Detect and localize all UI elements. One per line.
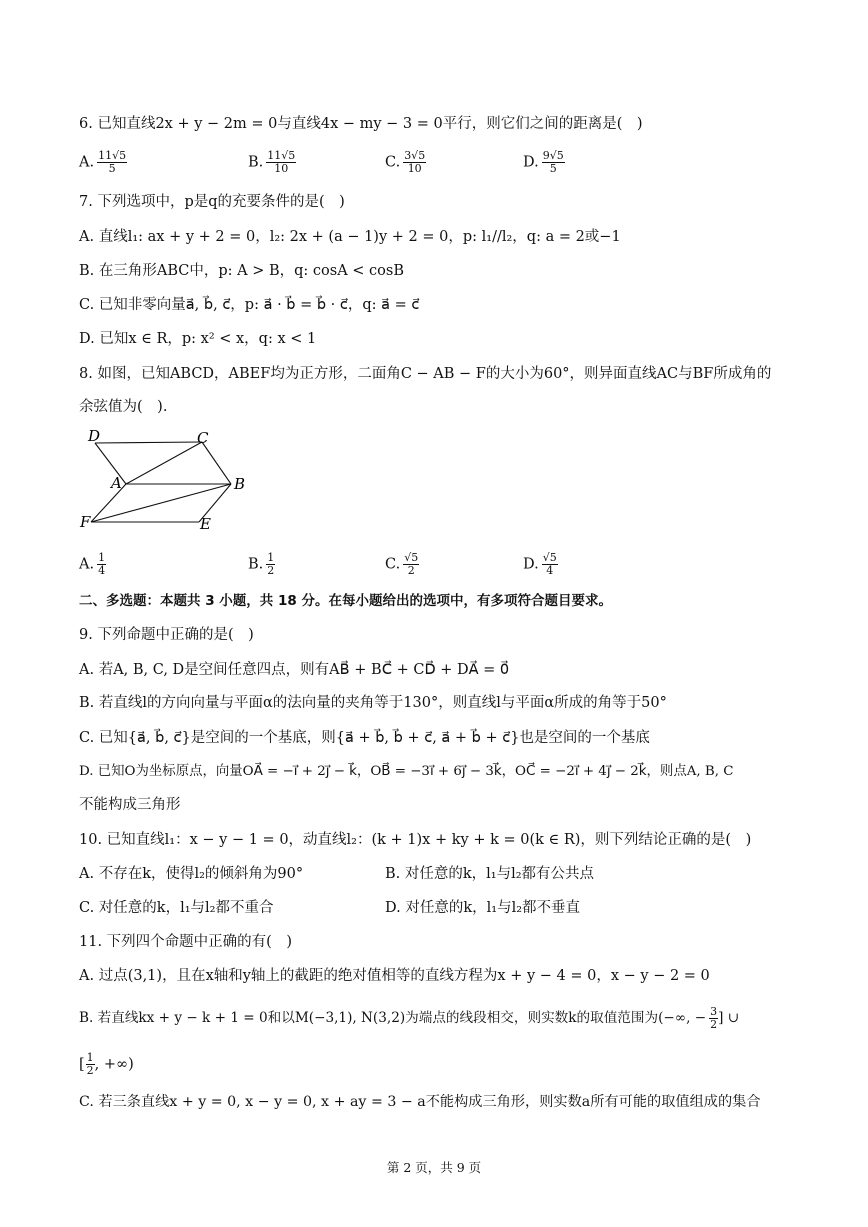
q11-stem: 11. 下列四个命题中正确的有( )	[79, 934, 292, 950]
label-f: F	[80, 513, 91, 531]
q6-option-a: A. $\frac{11√5}{5}$	[79, 149, 127, 175]
q9-option-c: C. 已知{a⃗, b⃗, c⃗}是空间的一个基底，则{a⃗ + b⃗, b⃗ + c⃗, a⃗ + b⃗ + c⃗}也是空间的一个基底	[79, 730, 650, 746]
q7-option-d: D. 已知x ∈ R，p: x² < x，q: x < 1	[79, 331, 317, 347]
q6-option-d: D. $\frac{9√5}{5}$	[523, 149, 564, 175]
q8-option-c: C. $\frac{√5}{2}$	[385, 551, 419, 577]
q11-option-a: A. 过点(3,1)，且在x轴和y轴上的截距的绝对值相等的直线方程为x + y − 4 = 0，x − y − 2 = 0	[79, 968, 710, 984]
q8-option-a: A. $\frac{1}{4}$	[79, 551, 106, 577]
q6-stem: 6. 已知直线2x + y − 2m = 0与直线4x − my − 3 = 0平行，则它们之间的距离是( )	[79, 116, 643, 132]
page-footer: 第 2 页，共 9 页	[386, 1160, 482, 1175]
q8-option-b: B. $\frac{1}{2}$	[248, 551, 275, 577]
q10-option-c: C. 对任意的k，l₁与l₂都不重合	[79, 900, 274, 916]
q10-stem: 10. 已知直线l₁：x − y − 1 = 0，动直线l₂：(k + 1)x + ky + k = 0(k ∈ R)，则下列结论正确的是( )	[79, 832, 752, 848]
q9-option-a: A. 若A, B, C, D是空间任意四点，则有AB⃗ + BC⃗ + CD⃗ + DA⃗ = 0⃗	[79, 662, 510, 678]
q8-figure	[78, 426, 258, 536]
q11-option-b-line2: [ $\frac{1}{2}$ , +∞)	[79, 1051, 134, 1077]
q11-option-b-line1: B. 若直线kx + y − k + 1 = 0和以M(−3,1), N(3,2)为端点的线段相交，则实数k的取值范围为(−∞, − $\frac{3}{2}$ ] ∪	[79, 1005, 740, 1031]
q6-option-b: B. $\frac{11√5}{10}$	[248, 149, 296, 175]
q11-option-c: C. 若三条直线x + y = 0, x − y = 0, x + ay = 3 − a不能构成三角形，则实数a所有可能的取值组成的集合	[79, 1094, 761, 1110]
q10-option-a: A. 不存在k，使得l₂的倾斜角为90°	[79, 866, 304, 882]
q10-option-d: D. 对任意的k，l₁与l₂都不垂直	[385, 900, 581, 916]
q7-stem: 7. 下列选项中，p是q的充要条件的是( )	[79, 194, 345, 210]
q9-option-d-line2: 不能构成三角形	[79, 797, 181, 813]
q7-option-b: B. 在三角形ABC中，p: A > B，q: cosA < cosB	[79, 263, 404, 279]
q7-option-a: A. 直线l₁: ax + y + 2 = 0，l₂: 2x + (a − 1)y + 2 = 0，p: l₁//l₂，q: a = 2或−1	[79, 229, 621, 245]
edge-dc	[95, 442, 202, 443]
q7-option-c: C. 已知非零向量a⃗, b⃗, c⃗，p: a⃗ · b⃗ = b⃗ · c⃗，q: a⃗ = c⃗	[79, 297, 420, 313]
q9-option-b: B. 若直线l的方向向量与平面α的法向量的夹角等于130°，则直线l与平面α所成的角等于50°	[79, 695, 667, 711]
label-c: C	[197, 429, 209, 447]
q6-option-c: C. $\frac{3√5}{10}$	[385, 149, 426, 175]
q10-option-b: B. 对任意的k，l₁与l₂都有公共点	[385, 866, 595, 882]
label-b: B	[234, 475, 246, 493]
q9-option-d-line1: D. 已知O为坐标原点，向量OA⃗ = −i⃗ + 2j⃗ − k⃗，OB⃗ = −3i⃗ + 6j⃗ − 3k⃗，OC⃗ = −2i⃗ + 4j⃗ − 2k⃗，则点A, B, C	[79, 764, 734, 779]
edge-cb	[202, 442, 231, 484]
q8-option-d: D. $\frac{√5}{4}$	[523, 551, 557, 577]
q8-stem-line1: 8. 如图，已知ABCD，ABEF均为正方形，二面角C − AB − F的大小为60°，则异面直线AC与BF所成角的	[79, 366, 772, 382]
q9-stem: 9. 下列命题中正确的是( )	[79, 627, 254, 643]
q8-stem-line2: 余弦值为( ).	[79, 399, 168, 415]
label-d: D	[88, 427, 101, 445]
label-a: A	[111, 474, 122, 492]
label-e: E	[200, 515, 211, 533]
edge-ac	[126, 442, 202, 484]
section-2-heading: 二、多选题：本题共 3 小题，共 18 分。在每小题给出的选项中，有多项符合题目要求。	[79, 593, 612, 609]
